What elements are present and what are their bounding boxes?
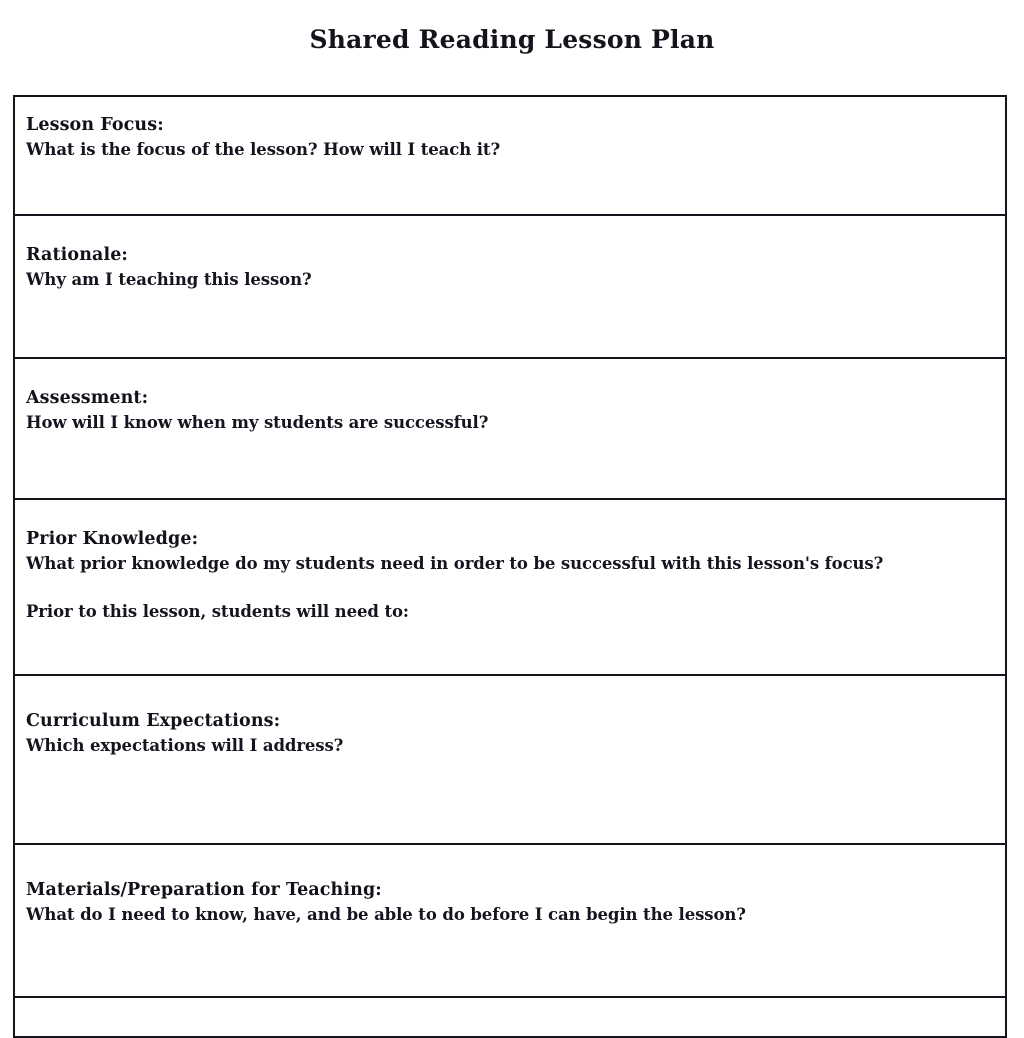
section-prior-knowledge-subprompt: Prior to this lesson, students will need to: [26, 602, 409, 622]
section-assessment-heading: Assessment: [26, 388, 149, 408]
page-title: Shared Reading Lesson Plan [309, 25, 715, 54]
section-rationale-content [15, 243, 1005, 293]
section-curriculum-expectations-content [15, 709, 1005, 759]
section-lesson-focus [15, 97, 1005, 216]
section-curriculum-expectations-heading: Curriculum Expectations: [26, 711, 281, 731]
section-materials-preparation-content [15, 878, 1005, 928]
section-materials-preparation-prompt: What do I need to know, have, and be able to do before I can begin the lesson? [26, 905, 746, 925]
section-assessment-content [15, 386, 1005, 436]
section-lesson-focus-heading: Lesson Focus: [26, 115, 164, 135]
section-materials-preparation-heading: Materials/Preparation for Teaching: [26, 880, 382, 900]
section-prior-knowledge-prompt: What prior knowledge do my students need in order to be successful with this lesson's focus? [26, 554, 884, 574]
section-curriculum-expectations-prompt: Which expectations will I address? [26, 736, 344, 756]
section-rationale-heading: Rationale: [26, 245, 128, 265]
section-curriculum-expectations [15, 676, 1005, 845]
section-lesson-focus-content [15, 113, 1005, 163]
section-assessment-prompt: How will I know when my students are successful? [26, 413, 489, 433]
section-assessment [15, 359, 1005, 500]
section-rationale-prompt: Why am I teaching this lesson? [26, 270, 312, 290]
section-lesson-focus-prompt: What is the focus of the lesson? How will I teach it? [26, 140, 501, 160]
section-prior-knowledge-content [15, 527, 1005, 625]
lesson-plan-table [13, 95, 1007, 1038]
section-next-row-partial [15, 998, 1005, 1038]
section-rationale [15, 216, 1005, 359]
section-materials-preparation [15, 845, 1005, 998]
section-prior-knowledge-heading: Prior Knowledge: [26, 529, 199, 549]
section-prior-knowledge [15, 500, 1005, 676]
